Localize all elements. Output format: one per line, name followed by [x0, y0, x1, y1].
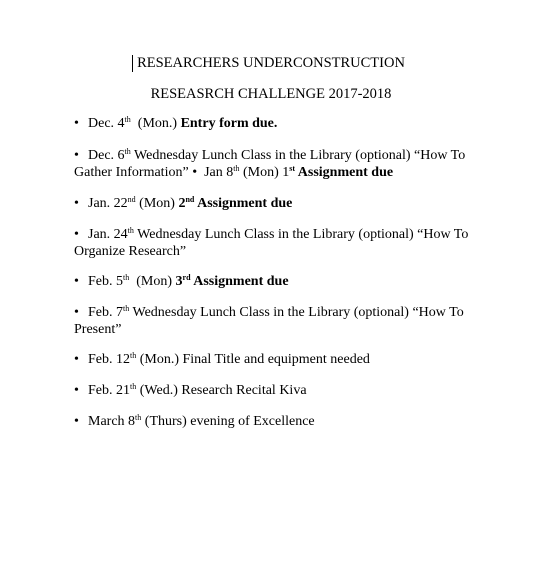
document-subtitle: RESEASRCH CHALLENGE 2017-2018 [150, 86, 392, 102]
bullet-icon: • [74, 274, 79, 289]
document-title: RESEARCHERS UNDERCONSTRUCTION [137, 55, 405, 71]
schedule-item-gather-info: • Dec. 6th Wednesday Lunch Class in the Library (optional) “How To Gather Information” • Jan 8th (Mon) 1st Assignment due [74, 147, 466, 180]
schedule-item-assignment-3: • Feb. 5th (Mon) 3rd Assignment due [74, 273, 289, 289]
schedule-item-present: • Feb. 7th Wednesday Lunch Class in the Library (optional) “How To Present” [74, 304, 464, 337]
bullet-icon: • [74, 116, 79, 131]
bullet-icon: • [74, 305, 79, 320]
bullet-icon: • [74, 352, 79, 367]
schedule-item-organize-research: • Jan. 24th Wednesday Lunch Class in the Library (optional) “How To Organize Research” [74, 226, 469, 259]
schedule-item-assignment-2: • Jan. 22nd (Mon) 2nd Assignment due [74, 195, 293, 211]
bullet-icon: • [74, 227, 79, 242]
schedule-item-entry-form: • Dec. 4th (Mon.) Entry form due. [74, 115, 278, 131]
text-cursor [132, 55, 133, 72]
schedule-item-final-title: • Feb. 12th (Mon.) Final Title and equipment needed [74, 351, 370, 367]
bullet-icon: • [74, 383, 79, 398]
bullet-icon: • [74, 196, 79, 211]
bullet-icon: • [74, 148, 79, 163]
schedule-item-recital: • Feb. 21th (Wed.) Research Recital Kiva [74, 382, 307, 398]
bullet-icon: • [192, 164, 198, 180]
bullet-icon: • [74, 414, 79, 429]
schedule-item-excellence: • March 8th (Thurs) evening of Excellence [74, 413, 315, 429]
